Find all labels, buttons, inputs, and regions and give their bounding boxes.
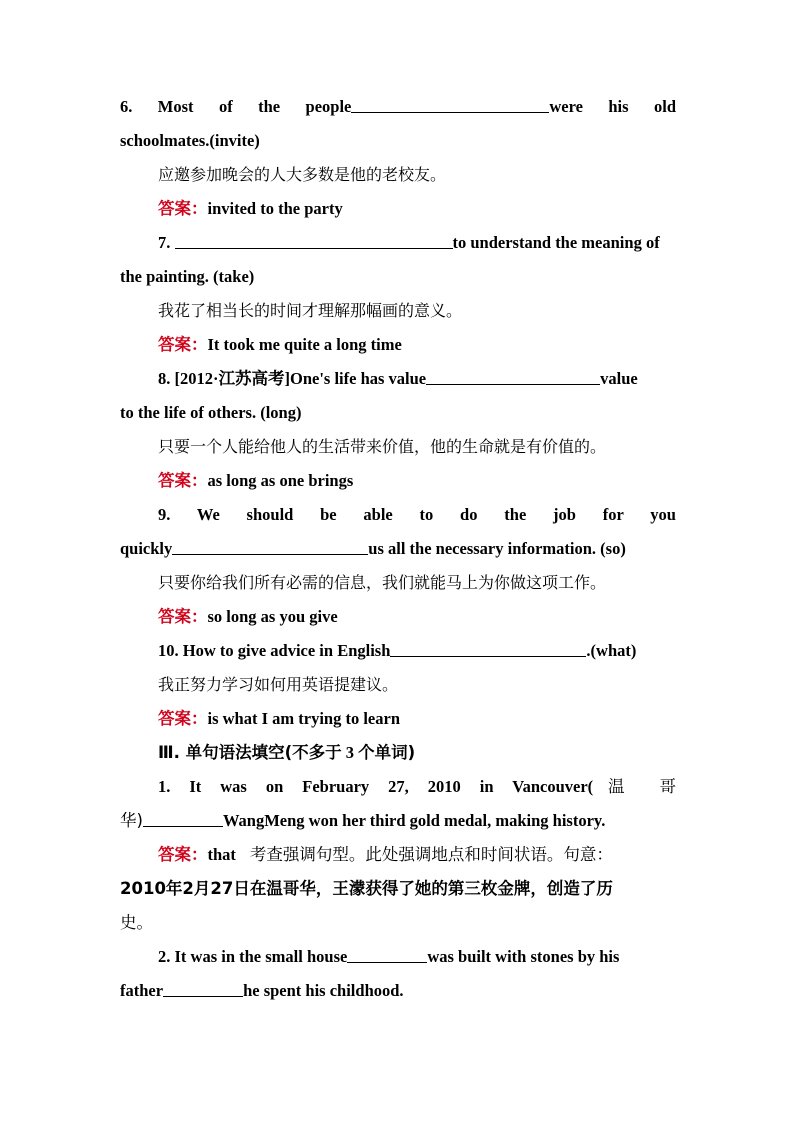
- q10-chinese: 我正努力学习如何用英语提建议。: [158, 675, 399, 694]
- q7-line-2: the painting. (take): [120, 267, 255, 286]
- s3-q2-text-a: 2. It was in the small house: [158, 947, 348, 966]
- q7-blank[interactable]: [175, 232, 453, 249]
- s3-q1-text-c: 华): [120, 811, 143, 830]
- q7-line-1: [120, 226, 676, 260]
- s3-q1-text-b: 温 哥: [593, 777, 676, 796]
- q8-line-2: to the life of others. (long): [120, 403, 302, 422]
- q10-answer-row: [120, 702, 676, 736]
- q7-chinese: 我花了相当长的时间才理解那幅画的意义。: [158, 301, 463, 320]
- q6-answer-row: [120, 192, 676, 226]
- q8-answer-label: 答案：: [158, 471, 208, 490]
- q10-text-b: .(what): [586, 641, 637, 660]
- q7-text-b: to understand the meaning of: [452, 233, 660, 252]
- s3-q1-line-1: [120, 770, 676, 804]
- q6-text-b: were his old: [549, 97, 676, 116]
- s3-q1-explain-line-2: [120, 872, 676, 906]
- q8-answer-row: [120, 464, 676, 498]
- q10-text-a: 10. How to give advice in English: [158, 641, 391, 660]
- q6-answer: invited to the party: [207, 199, 343, 218]
- q7-text-a: 7.: [158, 233, 171, 252]
- s3-q1-text-a: 1. It was on February 27, 2010 in Vancouver(: [158, 777, 594, 796]
- q9-line-1: 9. We should be able to do the job for you: [158, 505, 676, 524]
- q6-blank[interactable]: [351, 96, 549, 113]
- q10-line-1: [120, 634, 676, 668]
- s3-q1-answer: that: [207, 845, 236, 864]
- s3-q1-explain-3: 史。: [120, 913, 153, 932]
- q6-line-1: [120, 90, 676, 124]
- s3-q1-line-2: [120, 804, 676, 838]
- s3-q1-text-d: WangMeng won her third gold medal, making history.: [222, 811, 606, 830]
- section-3-heading-num: 3: [345, 743, 355, 762]
- s3-q2-line-1: [120, 940, 676, 974]
- section-3-heading: [120, 736, 676, 770]
- q8-text-a: 8. [2012·江苏高考]One's life has value: [158, 369, 427, 388]
- s3-q1-explain-2: 2010年2月27日在温哥华，王濛获得了她的第三枚金牌，创造了历: [120, 879, 613, 898]
- q9-blank[interactable]: [172, 538, 368, 555]
- q9-answer-label: 答案：: [158, 607, 208, 626]
- q10-blank[interactable]: [390, 640, 586, 657]
- s3-q1-explain-1: 考查强调句型。此处强调地点和时间状语。句意：: [249, 845, 613, 864]
- q9-text-b: us all the necessary information. (so): [368, 539, 626, 558]
- s3-q2-line-2: [120, 974, 676, 1008]
- s3-q2-text-b: was built with stones by his: [427, 947, 620, 966]
- q6-chinese: 应邀参加晚会的人大多数是他的老校友。: [158, 165, 447, 184]
- q6-line-2: schoolmates.(invite): [120, 131, 260, 150]
- s3-q1-blank[interactable]: [143, 810, 223, 827]
- s3-q2-blank-2[interactable]: [163, 980, 243, 997]
- s3-q1-answer-label: 答案：: [158, 845, 208, 864]
- q9-text-a: quickly: [120, 539, 173, 558]
- s3-q1-explain-line-3: [120, 906, 676, 940]
- q9-answer: so long as you give: [207, 607, 338, 626]
- q10-answer: is what I am trying to learn: [207, 709, 400, 728]
- q7-answer: It took me quite a long time: [207, 335, 402, 354]
- q6-answer-label: 答案：: [158, 199, 208, 218]
- s3-q2-text-c: father: [120, 981, 164, 1000]
- section-3-heading-b: 个单词): [358, 743, 416, 762]
- document-page: [120, 90, 676, 1008]
- section-3-heading-a: Ⅲ. 单句语法填空(不多于: [158, 743, 342, 762]
- q8-chinese: 只要一个人能给他人的生活带来价值，他的生命就是有价值的。: [158, 437, 607, 456]
- q6-text-a: 6. Most of the people: [120, 97, 352, 116]
- q7-answer-label: 答案：: [158, 335, 208, 354]
- s3-q2-blank-1[interactable]: [347, 946, 427, 963]
- q10-answer-label: 答案：: [158, 709, 208, 728]
- s3-q1-answer-row: [120, 838, 676, 872]
- q9-line-2: [120, 532, 676, 566]
- q9-chinese: 只要你给我们所有必需的信息，我们就能马上为你做这项工作。: [158, 573, 607, 592]
- s3-q2-text-d: he spent his childhood.: [243, 981, 404, 1000]
- q9-answer-row: [120, 600, 676, 634]
- q8-blank[interactable]: [426, 368, 600, 385]
- q8-answer: as long as one brings: [207, 471, 354, 490]
- q8-line-1: [120, 362, 676, 396]
- q7-answer-row: [120, 328, 676, 362]
- q8-text-b: value: [600, 369, 638, 388]
